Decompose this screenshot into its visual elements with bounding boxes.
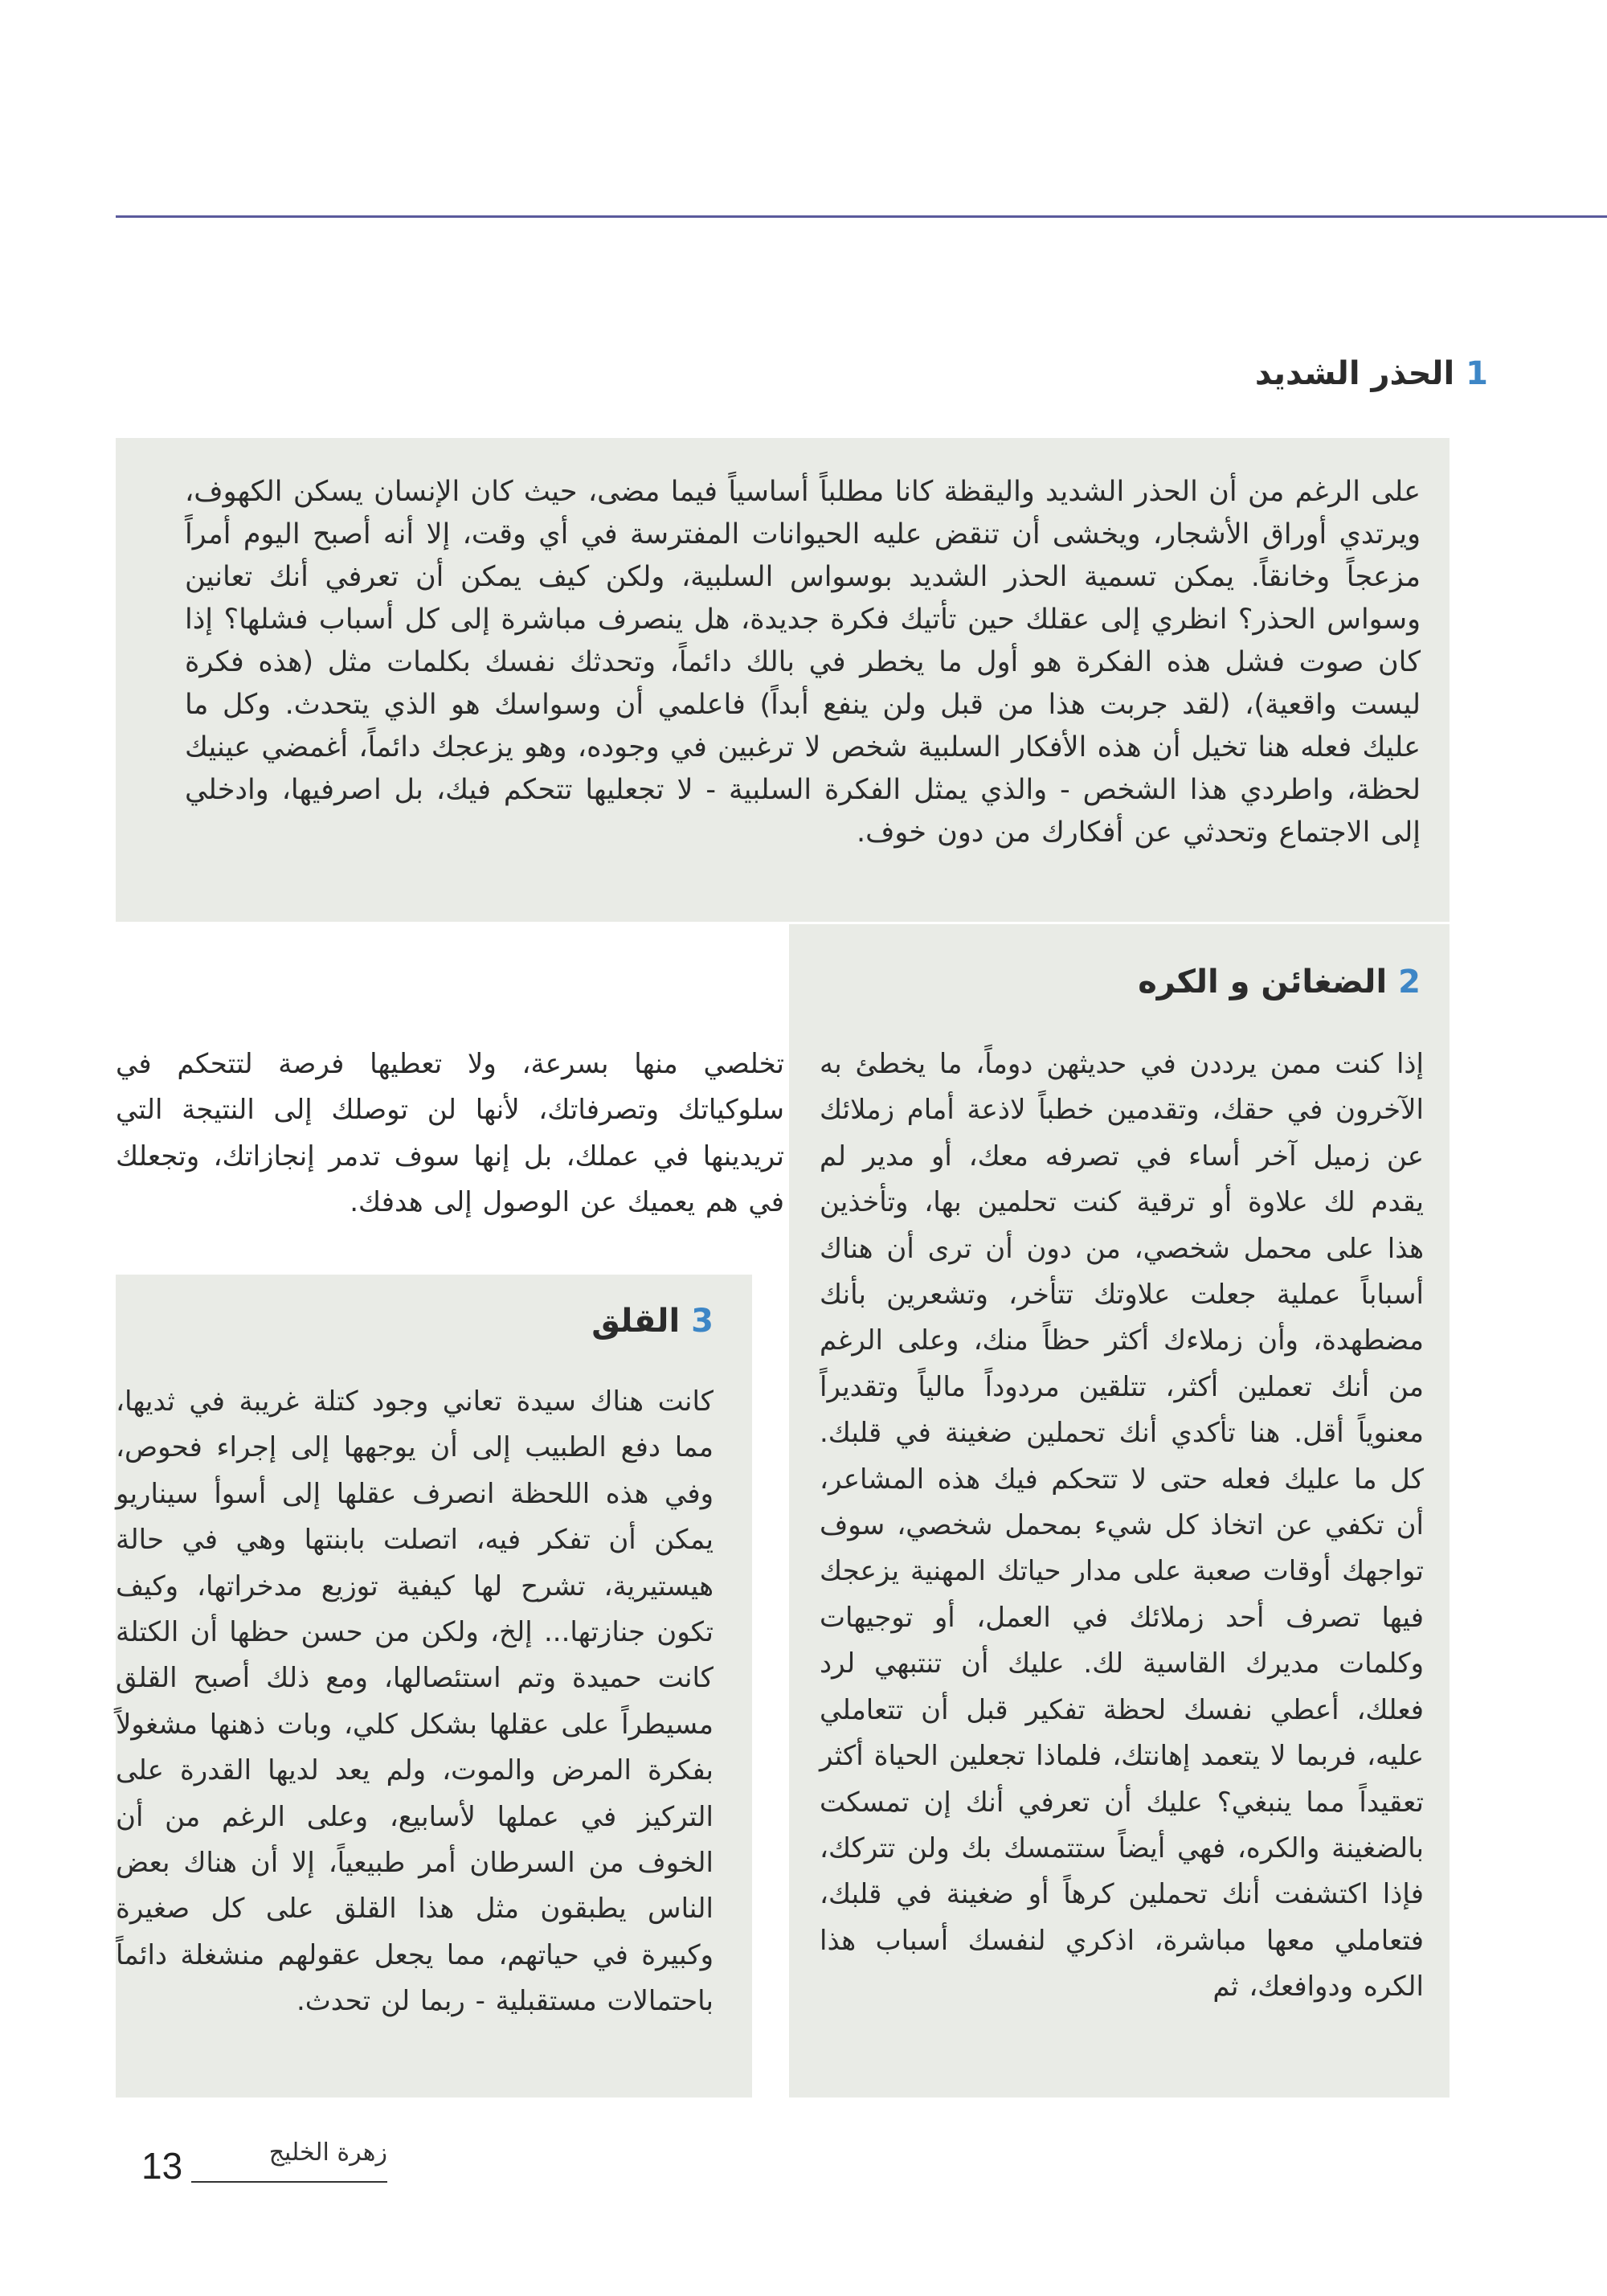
header-rule bbox=[116, 215, 1607, 218]
section-1-number: 1 bbox=[1466, 355, 1488, 392]
section-2-heading bbox=[1138, 964, 1421, 1001]
section-1-heading bbox=[1254, 355, 1488, 392]
section-1-title: الحذر الشديد bbox=[1254, 355, 1455, 392]
footer-rule bbox=[191, 2181, 387, 2183]
section-3-body: كانت هناك سيدة تعاني وجود كتلة غريبة في ثديها، مما دفع الطبيب إلى أن يوجهها إلى إجراء فحوص، وفي هذه اللحظة انصرف عقلها إلى أسوأ سيناريو يمكن أن تفكر فيه، اتصلت بابنتها وهي في حالة هيستيرية، تشرح لها كيفية توزيع مدخراتها، وكيف تكون جنازتها... إلخ، ولكن من حسن حظها أن الكتلة كانت حميدة وتم استئصالها، ومع ذلك أصبح القلق مسيطراً على عقلها بشكل كلي، وبات ذهنها مشغولاً بفكرة المرض والموت، ولم يعد لديها القدرة على التركيز في عملها لأسابيع، وعلى الرغم من أن الخوف من السرطان أمر طبيعياً، إلا أن هناك بعض الناس يطبقون مثل هذا القلق على كل صغيرة وكبيرة في حياتهم، مما يجعل عقولهم منشغلة دائماً باحتمالات مستقبلية - ربما لن تحدث. bbox=[116, 1385, 714, 2018]
section-2-number: 2 bbox=[1398, 964, 1421, 1001]
section-2-body-left: تخلصي منها بسرعة، ولا تعطيها فرصة لتتحكم في سلوكياتك وتصرفاتك، لأنها لن توصلك إلى النتيجة التي تريدينها في عملك، بل إنها سوف تدمر إنجازاتك، وتجعلك في هم يعميك عن الوصول إلى هدفك. bbox=[116, 1048, 784, 1219]
magazine-name: زهرة الخليج bbox=[268, 2138, 387, 2167]
section-1-body: على الرغم من أن الحذر الشديد واليقظة كانا مطلباً أساسياً فيما مضى، حيث كان الإنسان يسكن الكهوف، ويرتدي أوراق الأشجار، ويخشى أن تنقض عليه الحيوانات المفترسة في أي وقت، إلا أنه أصبح اليوم أمراً مزعجاً وخانقاً. يمكن تسمية الحذر الشديد بوسواس السلبية، ولكن كيف يمكن أن تعرفي أنك تعانين وسواس الحذر؟ انظري إلى عقلك حين تأتيك فكرة جديدة، هل ينصرف مباشرة إلى كل أسباب فشلها؟ إذا كان صوت فشل هذه الفكرة هو أول ما يخطر في بالك دائماً، وتحدثك نفسك بكلمات مثل (هذه فكرة ليست واقعية)، (لقد جربت هذا من قبل ولن ينفع أبداً) فاعلمي أن وسواسك هو الذي يتحدث. وكل ما عليك فعله هنا تخيل أن هذه الأفكار السلبية شخص لا ترغبين في وجوده، وهو يزعجك دائماً، أغمضي عينيك لحظة، واطردي هذا الشخص - والذي يمثل الفكرة السلبية - لا تجعليها تتحكم فيك، بل اصرفيها، وادخلي إلى الاجتماع وتحدثي عن أفكارك من دون خوف. bbox=[185, 476, 1421, 849]
section-3-number: 3 bbox=[691, 1303, 714, 1340]
page-number: 13 bbox=[141, 2145, 183, 2187]
section-2-body-right: إذا كنت ممن يرددن في حديثهن دوماً، ما يخطئ به الآخرون في حقك، وتقدمين خطباً لاذعة أمام زملائك عن زميل آخر أساء في تصرفه معك، أو مدير لم يقدم لك علاوة أو ترقية كنت تحلمين بها، وتأخذين هذا على محمل شخصي، من دون أن ترى أن هناك أسباباً عملية جعلت علاوتك تتأخر، وتشعرين بأنك مضطهدة، وأن زملاءك أكثر حظاً منك، وعلى الرغم من أنك تعملين أكثر، تتلقين مردوداً مالياً وتقديراً معنوياً أقل. هنا تأكدي أنك تحملين ضغينة في قلبك. كل ما عليك فعله حتى لا تتحكم فيك هذه المشاعر، أن تكفي عن اتخاذ كل شيء بمحمل شخصي، سوف تواجهك أوقات صعبة على مدار حياتك المهنية يزعجك فيها تصرف أحد زملائك في العمل، أو توجيهات وكلمات مديرك القاسية لك. عليك أن تنتبهي لرد فعلك، أعطي نفسك لحظة تفكير قبل أن تتعاملي عليه، فربما لا يتعمد إهانتك، فلماذا تجعلين الحياة أكثر تعقيداً مما ينبغي؟ عليك أن تعرفي أنك إن تمسكت بالضغينة والكره، فهي أيضاً ستتمسك بك ولن تتركك، فإذا اكتشفت أنك تحملين كرهاً أو ضغينة في قلبك، فتعاملي معها مباشرة، اذكري لنفسك أسباب هذا الكره ودوافعك، ثم bbox=[820, 1048, 1424, 2003]
section-2-title: الضغائن و الكره bbox=[1138, 964, 1388, 1001]
section-3-heading bbox=[591, 1303, 714, 1340]
section-3-title: القلق bbox=[591, 1303, 681, 1340]
